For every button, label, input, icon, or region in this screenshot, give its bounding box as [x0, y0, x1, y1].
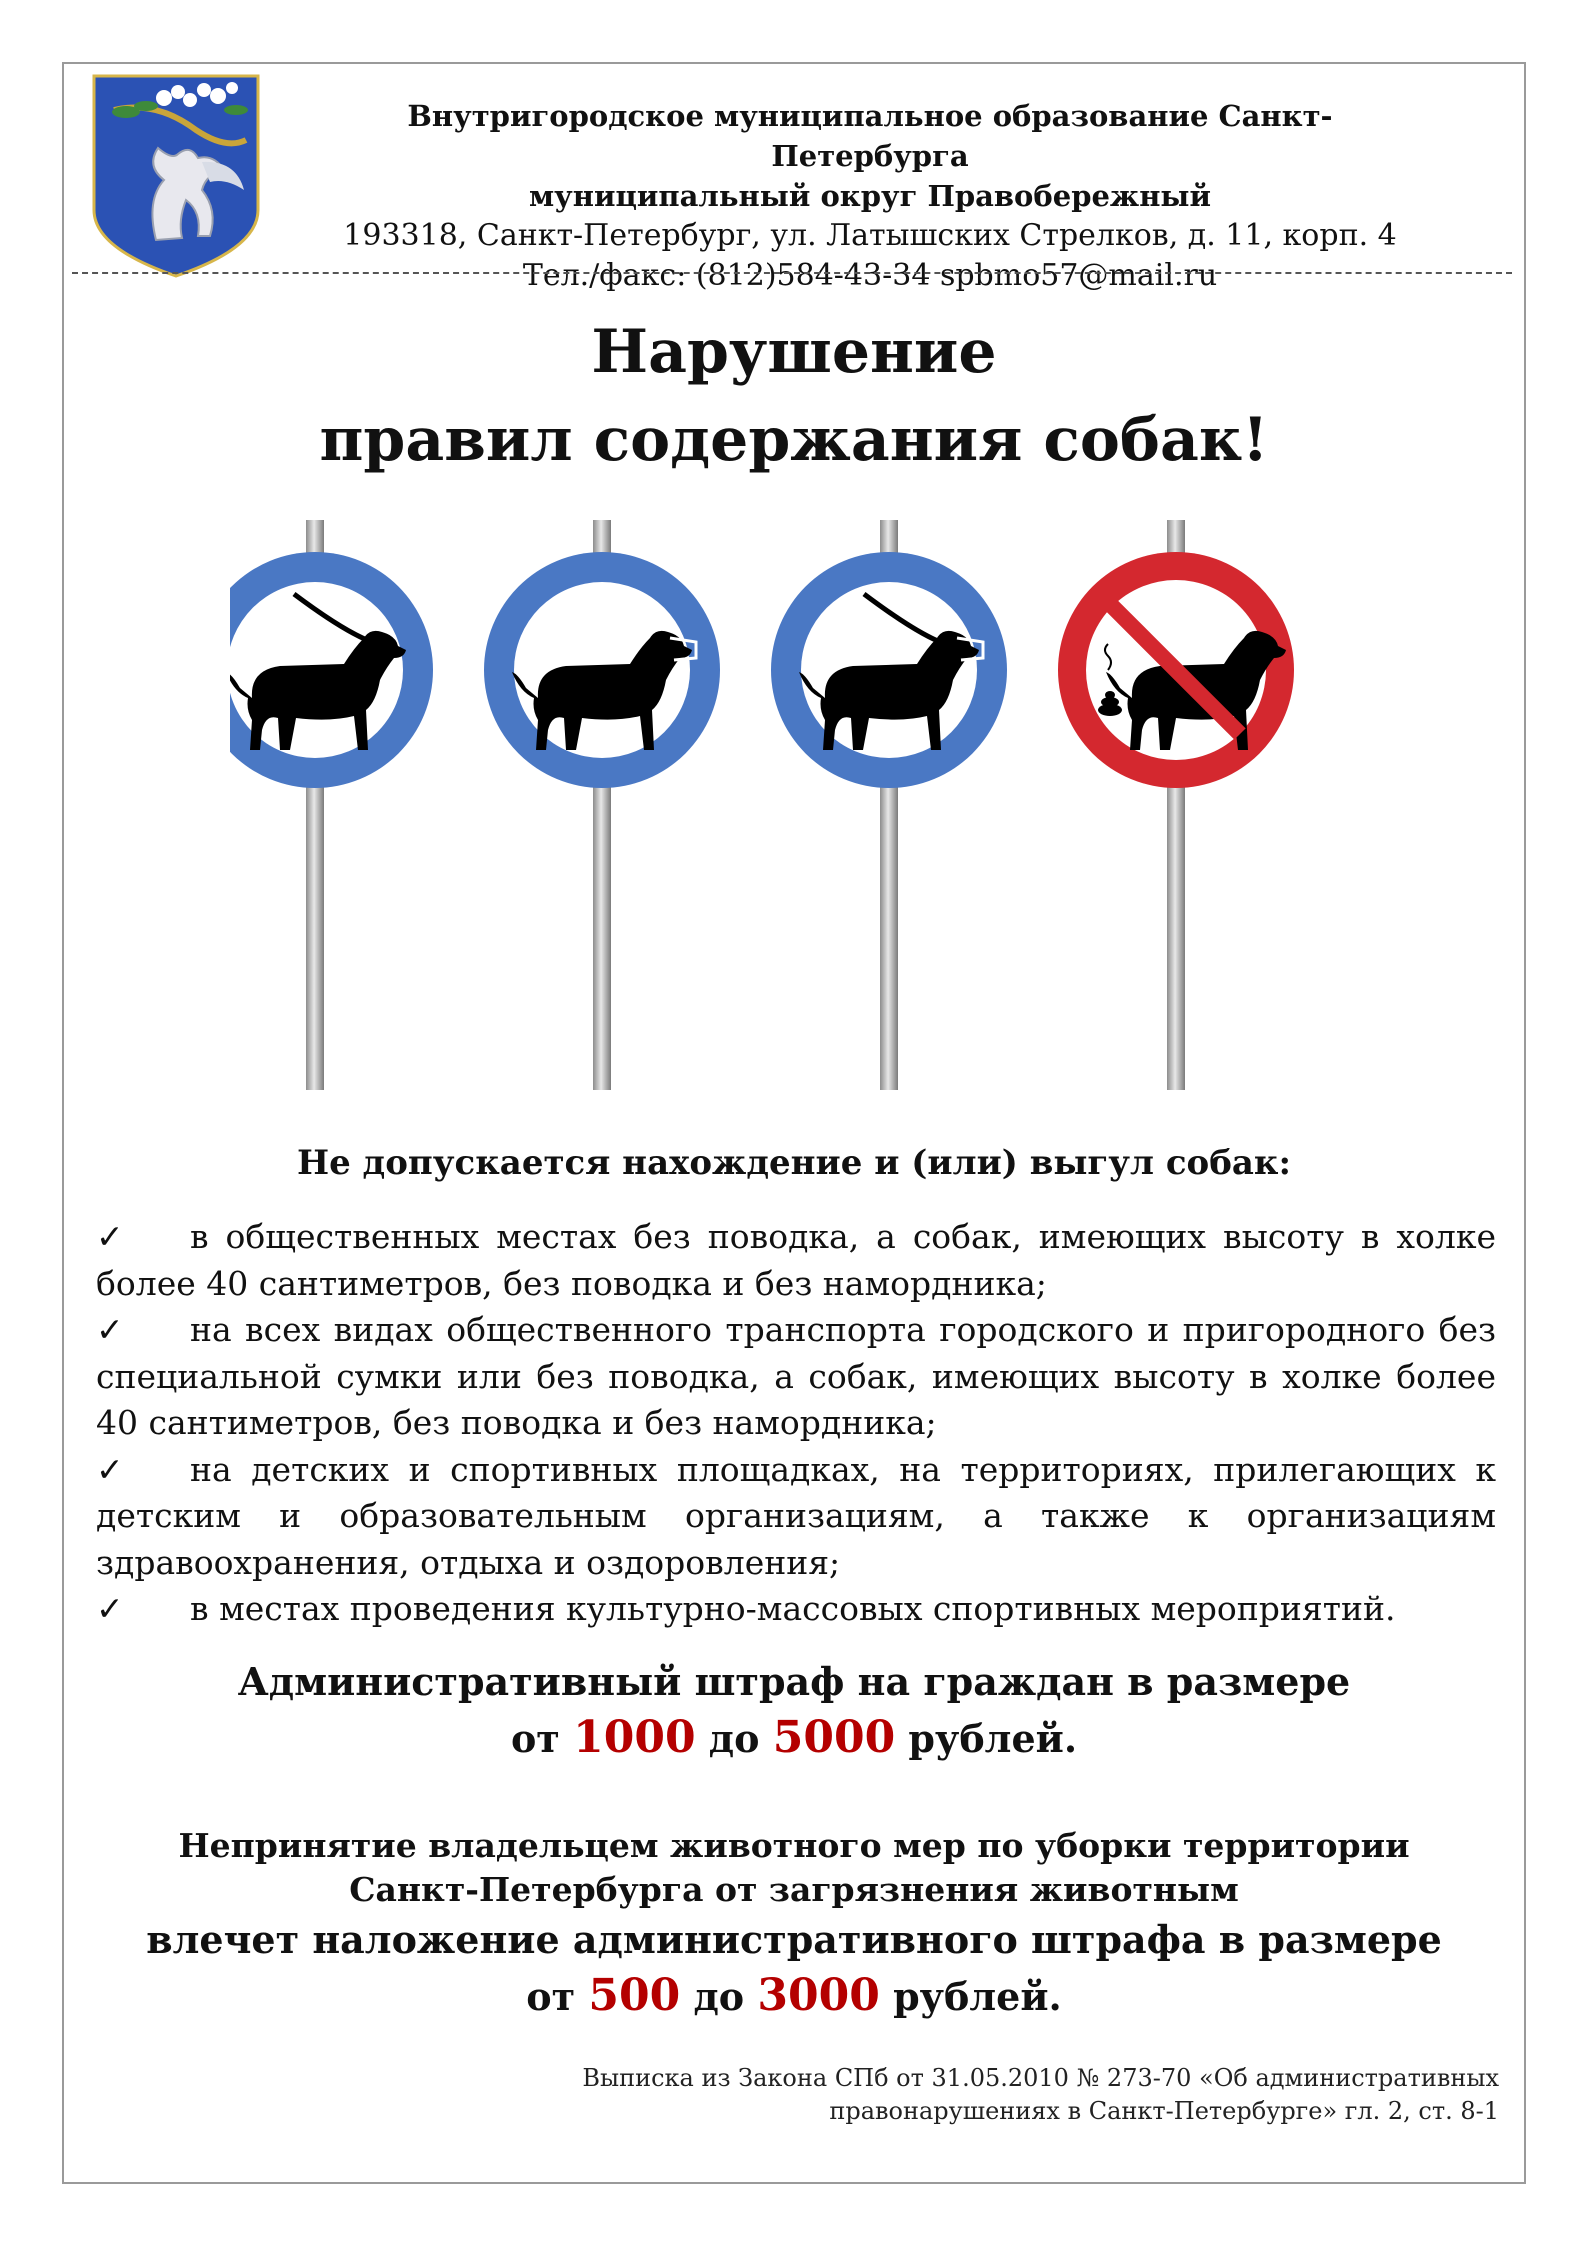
- intro-heading: Не допускается нахождение и (или) выгул собак:: [296, 1143, 1292, 1183]
- title-line-1: Нарушение: [591, 317, 997, 387]
- list-item: ✓ на детских и спортивных площадках, на территориях, прилегающих к детским и образовательным организациям, а также к организациям здравоохранения, отдыха и оздоровления;: [96, 1447, 1496, 1587]
- list-item: ✓ на всех видах общественного транспорта городского и пригородного без специальной сумки или без поводка, а собак, имеющих высоту в холке более 40 сантиметров, без поводка и без намордника;: [96, 1307, 1496, 1447]
- org-name-line-1: Внутригородское муниципальное образование Санкт-Петербурга: [407, 99, 1333, 173]
- list-item: ✓ в общественных местах без поводка, а собак, имеющих высоту в холке более 40 сантиметров, без поводка и без намордника;: [96, 1214, 1496, 1307]
- legal-source: Выписка из Закона СПб от 31.05.2010 № 273-70 «Об административных правонарушениях в Санкт-Петербурге» гл. 2, ст. 8-1: [582, 2064, 1499, 2125]
- sign-leash-and-muzzle-icon: [771, 520, 1007, 1090]
- check-icon: ✓: [96, 1589, 124, 1628]
- page-title: [62, 308, 1526, 484]
- fine-2-range: от 500 до 3000 рублей.: [526, 1970, 1062, 2021]
- coat-of-arms-icon: [86, 70, 266, 280]
- fine-1-max: 5000: [772, 1712, 896, 1763]
- dog-rule-signs: [230, 520, 1380, 1090]
- title-line-2: правил содержания собак!: [319, 405, 1269, 475]
- rules-list: [96, 1214, 1496, 1633]
- sign-no-fouling-icon: [1058, 520, 1294, 1090]
- fine-2-min: 500: [588, 1970, 681, 2021]
- contacts: Тел./факс: (812)584-43-34 spbmo57@mail.ru: [522, 258, 1218, 293]
- sign-muzzle-icon: [484, 520, 720, 1090]
- fine-2-max: 3000: [757, 1970, 880, 2021]
- fine-2-line-3: влечет наложение административного штрафа в размере: [146, 1917, 1442, 1962]
- check-icon: ✓: [96, 1310, 124, 1349]
- fine-1-range: от 1000 до 5000 рублей.: [510, 1712, 1078, 1763]
- fine-block-1: [62, 1654, 1526, 1767]
- fine-block-2: [62, 1824, 1526, 2025]
- fine-1-heading: Административный штраф на граждан в размере: [237, 1659, 1351, 1704]
- fine-1-min: 1000: [573, 1712, 696, 1763]
- check-icon: ✓: [96, 1217, 124, 1256]
- list-item: ✓ в местах проведения культурно-массовых спортивных мероприятий.: [96, 1586, 1496, 1633]
- check-icon: ✓: [96, 1449, 124, 1489]
- fine-2-line-1: Непринятие владельцем животного мер по уборки территории: [178, 1826, 1410, 1865]
- sign-leash-icon: [230, 520, 433, 1090]
- fine-2-line-2: Санкт-Петербурга от загрязнения животным: [349, 1870, 1239, 1909]
- org-name-line-2: муниципальный округ Правобережный: [528, 179, 1212, 213]
- header-divider: [72, 272, 1512, 274]
- address: 193318, Санкт-Петербург, ул. Латышских Стрелков, д. 11, корп. 4: [343, 218, 1397, 253]
- header: [330, 96, 1410, 296]
